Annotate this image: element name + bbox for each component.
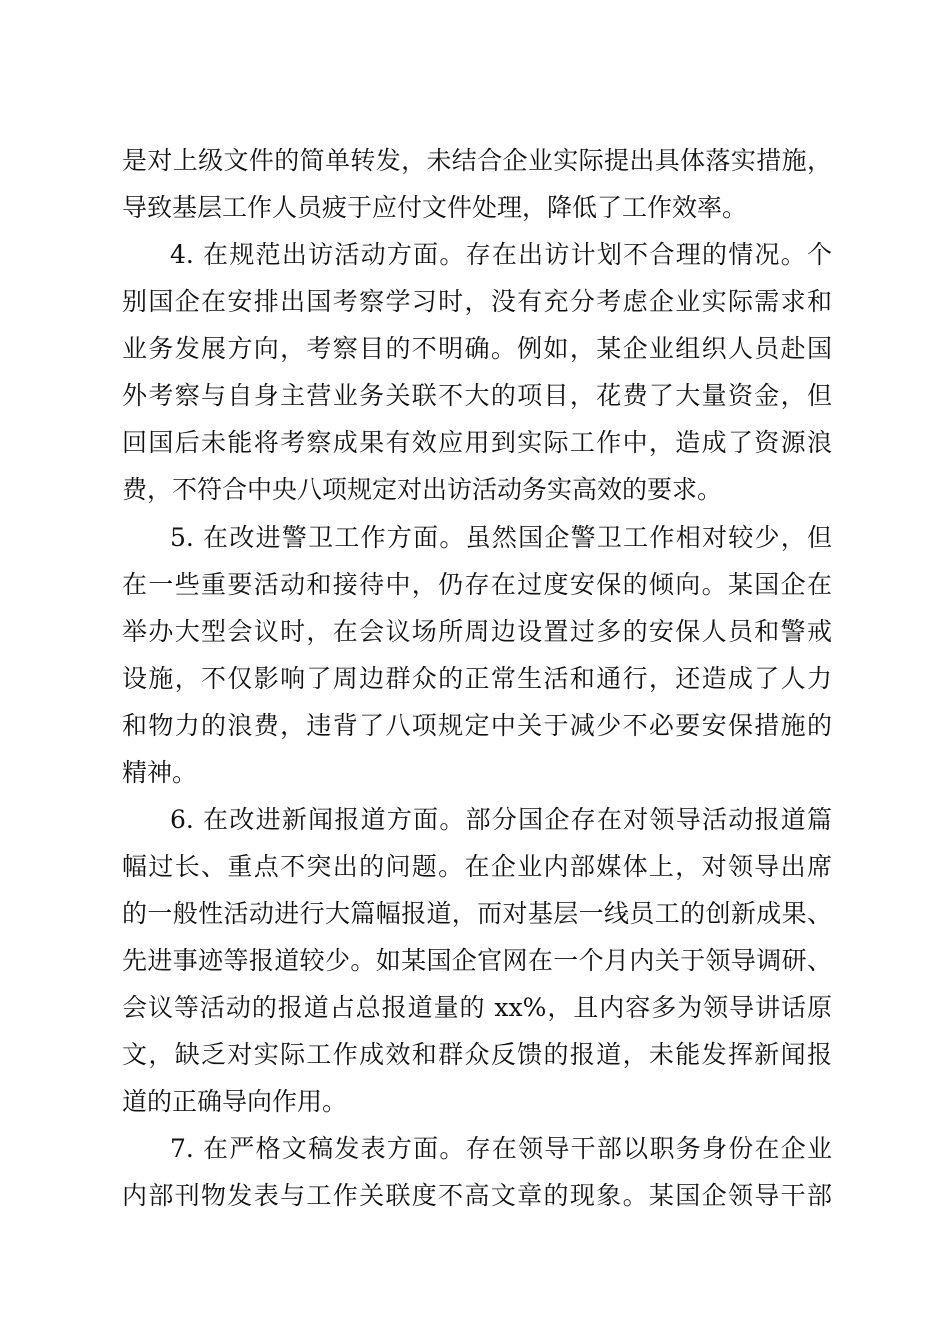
paragraph-5-heading-line: 5. 在改进警卫工作方面。虽然国企警卫工作相对较少，但 <box>170 523 832 552</box>
text-line: 设施，不仅影响了周边群众的正常生活和通行，还造成了人力 <box>122 664 832 693</box>
text-line: 别国企在安排出国考察学习时，没有充分考虑企业实际需求和 <box>122 287 832 316</box>
text-line: 会议等活动的报道占总报道量的 xx%，且内容多为领导讲话原 <box>122 993 832 1022</box>
text-line: 外考察与自身主营业务关联不大的项目，花费了大量资金，但 <box>122 381 832 410</box>
paragraph-6-heading-line: 6. 在改进新闻报道方面。部分国企存在对领导活动报道篇 <box>170 805 832 834</box>
text-line: 文，缺乏对实际工作成效和群众反馈的报道，未能发挥新闻报 <box>122 1040 832 1069</box>
text-line: 业务发展方向，考察目的不明确。例如，某企业组织人员赴国 <box>122 334 832 363</box>
text-line: 的一般性活动进行大篇幅报道，而对基层一线员工的创新成果、 <box>122 899 832 928</box>
paragraph-7-heading-line: 7. 在严格文稿发表方面。存在领导干部以职务身份在企业 <box>170 1134 832 1163</box>
text-line: 先进事迹等报道较少。如某国企官网在一个月内关于领导调研、 <box>122 946 832 975</box>
text-line: 道的正确导向作用。 <box>122 1087 348 1116</box>
text-line: 幅过长、重点不突出的问题。在企业内部媒体上，对领导出席 <box>122 852 832 881</box>
text-line: 费，不符合中央八项规定对出访活动务实高效的要求。 <box>122 475 723 504</box>
text-line: 和物力的浪费，违背了八项规定中关于减少不必要安保措施的 <box>122 711 832 740</box>
text-line: 导致基层工作人员疲于应付文件处理，降低了工作效率。 <box>122 193 748 222</box>
text-line: 在一些重要活动和接待中，仍存在过度安保的倾向。某国企在 <box>122 570 832 599</box>
paragraph-4-heading-line: 4. 在规范出访活动方面。存在出访计划不合理的情况。个 <box>170 240 832 269</box>
text-line: 是对上级文件的简单转发，未结合企业实际提出具体落实措施， <box>122 146 832 175</box>
text-line: 内部刊物发表与工作关联度不高文章的现象。某国企领导干部 <box>122 1181 832 1210</box>
text-line: 举办大型会议时，在会议场所周边设置过多的安保人员和警戒 <box>122 617 832 646</box>
text-line: 回国后未能将考察成果有效应用到实际工作中，造成了资源浪 <box>122 428 832 457</box>
text-line: 精神。 <box>122 758 198 787</box>
